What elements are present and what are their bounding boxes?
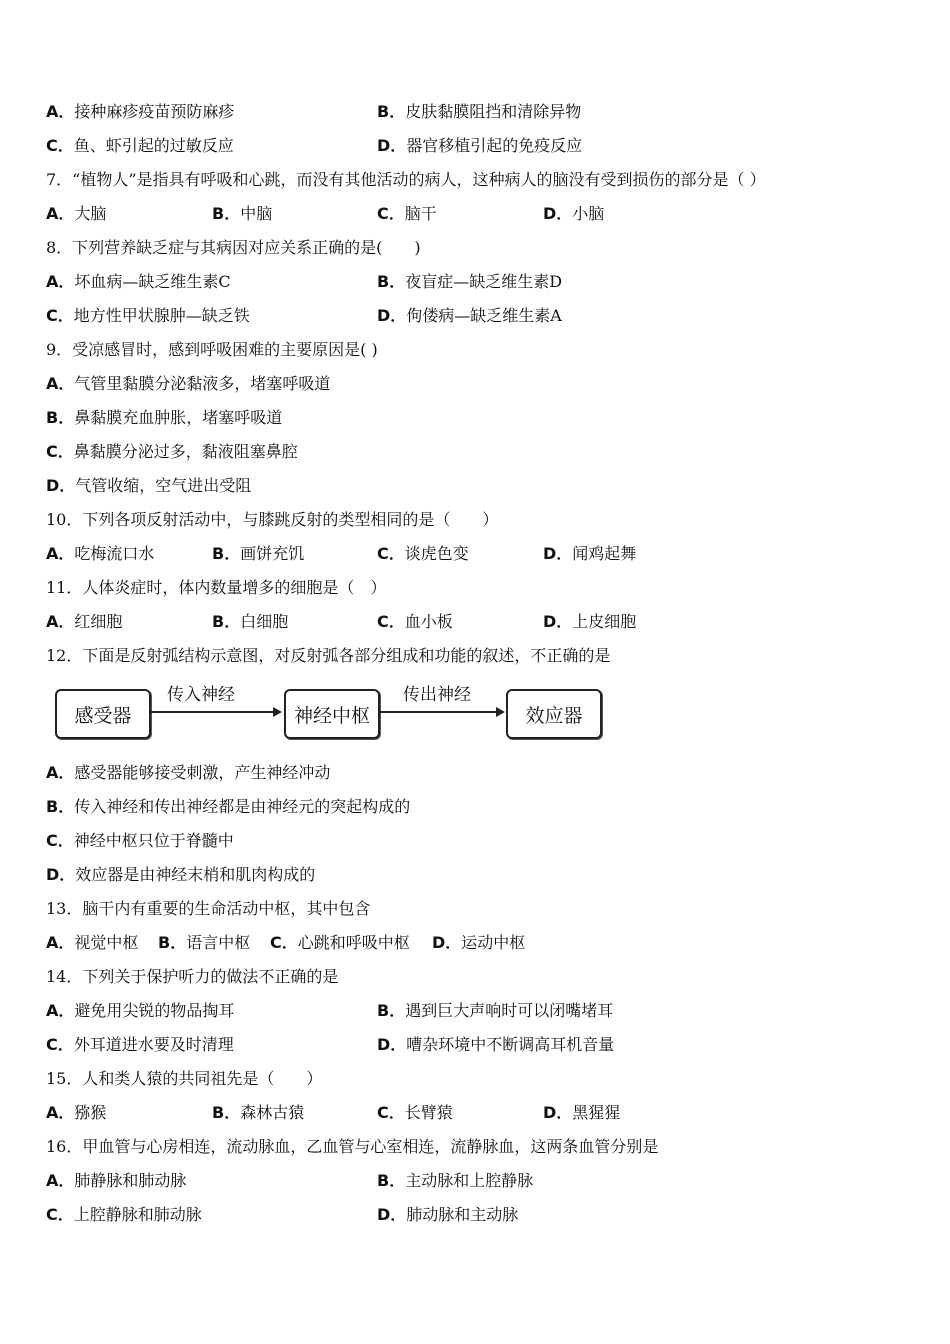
q10-option-a: A．吃梅流口水 (46, 544, 155, 563)
q15-option-a: A．猕猴 (46, 1103, 107, 1122)
q15-option-d: D．黑猩猩 (543, 1103, 621, 1122)
q13-option-c: C．心跳和呼吸中枢 (270, 933, 410, 952)
q6-option-a: A．接种麻疹疫苗预防麻疹 (46, 102, 235, 121)
q8-option-c: C．地方性甲状腺肿—缺乏铁 (46, 306, 250, 325)
q8-stem: 8．下列营养缺乏症与其病因对应关系正确的是( ) (46, 238, 421, 257)
q12-option-d: D．效应器是由神经末梢和肌肉构成的 (46, 865, 316, 884)
nerve-center-box: 神经中枢 (284, 689, 380, 739)
q11-option-d: D．上皮细胞 (543, 612, 637, 631)
q14-stem: 14．下列关于保护听力的做法不正确的是 (46, 967, 339, 986)
q9-option-d: D．气管收缩，空气进出受阻 (46, 476, 252, 495)
q11-option-a: A．红细胞 (46, 612, 123, 631)
q12-option-c: C．神经中枢只位于脊髓中 (46, 831, 234, 850)
q9-option-a: A．气管里黏膜分泌黏液多，堵塞呼吸道 (46, 374, 331, 393)
q10-option-d: D．闻鸡起舞 (543, 544, 637, 563)
q9-option-b: B．鼻黏膜充血肿胀，堵塞呼吸道 (46, 408, 283, 427)
reflex-arc-diagram (55, 686, 605, 742)
q13-stem: 13．脑干内有重要的生命活动中枢，其中包含 (46, 899, 371, 918)
q16-option-a: A．肺静脉和肺动脉 (46, 1171, 187, 1190)
q7-option-c: C．脑干 (377, 204, 437, 223)
q8-option-b: B．夜盲症—缺乏维生素D (377, 272, 563, 291)
arrow-2-icon (378, 704, 506, 720)
q16-option-c: C．上腔静脉和肺动脉 (46, 1205, 202, 1224)
q11-option-c: C．血小板 (377, 612, 453, 631)
q6-option-c: C．鱼、虾引起的过敏反应 (46, 136, 234, 155)
q15-option-c: C．长臂猿 (377, 1103, 453, 1122)
q7-option-a: A．大脑 (46, 204, 107, 223)
q14-option-b: B．遇到巨大声响时可以闭嘴堵耳 (377, 1001, 614, 1020)
q10-option-c: C．谈虎色变 (377, 544, 469, 563)
q6-option-b: B．皮肤黏膜阻挡和清除异物 (377, 102, 582, 121)
q13-option-d: D．运动中枢 (432, 933, 526, 952)
q11-stem: 11．人体炎症时，体内数量增多的细胞是（ ） (46, 578, 387, 597)
q8-option-d: D．佝偻病—缺乏维生素A (377, 306, 562, 325)
q12-option-a: A．感受器能够接受刺激，产生神经冲动 (46, 763, 331, 782)
afferent-nerve-label: 传入神经 (167, 685, 235, 705)
q16-option-b: B．主动脉和上腔静脉 (377, 1171, 534, 1190)
q7-option-b: B．中脑 (212, 204, 273, 223)
q16-option-d: D．肺动脉和主动脉 (377, 1205, 519, 1224)
effector-box: 效应器 (506, 689, 602, 739)
arrow-1-icon (149, 704, 283, 720)
q6-option-d: D．器官移植引起的免疫反应 (377, 136, 583, 155)
q7-option-d: D．小脑 (543, 204, 605, 223)
q16-stem: 16．甲血管与心房相连，流动脉血，乙血管与心室相连，流静脉血，这两条血管分别是 (46, 1137, 659, 1156)
q8-option-a: A．坏血病—缺乏维生素C (46, 272, 231, 291)
q14-option-a: A．避免用尖锐的物品掏耳 (46, 1001, 235, 1020)
q13-option-a: A．视觉中枢 (46, 933, 139, 952)
q14-option-c: C．外耳道进水要及时清理 (46, 1035, 234, 1054)
q13-option-b: B．语言中枢 (158, 933, 251, 952)
q10-stem: 10．下列各项反射活动中，与膝跳反射的类型相同的是（ ） (46, 510, 499, 529)
q9-stem: 9．受凉感冒时，感到呼吸困难的主要原因是( ) (46, 340, 378, 359)
q10-option-b: B．画饼充饥 (212, 544, 305, 563)
q15-stem: 15．人和类人猿的共同祖先是（ ） (46, 1069, 323, 1088)
q7-stem: 7．“植物人”是指具有呼吸和心跳，而没有其他活动的病人，这种病人的脑没有受到损伤的部分是（ ） (46, 170, 766, 189)
receptor-box: 感受器 (55, 689, 151, 739)
q9-option-c: C．鼻黏膜分泌过多，黏液阻塞鼻腔 (46, 442, 298, 461)
q15-option-b: B．森林古猿 (212, 1103, 305, 1122)
q14-option-d: D．嘈杂环境中不断调高耳机音量 (377, 1035, 615, 1054)
efferent-nerve-label: 传出神经 (403, 685, 471, 705)
q11-option-b: B．白细胞 (212, 612, 289, 631)
q12-stem: 12．下面是反射弧结构示意图，对反射弧各部分组成和功能的叙述，不正确的是 (46, 646, 611, 665)
q12-option-b: B．传入神经和传出神经都是由神经元的突起构成的 (46, 797, 411, 816)
